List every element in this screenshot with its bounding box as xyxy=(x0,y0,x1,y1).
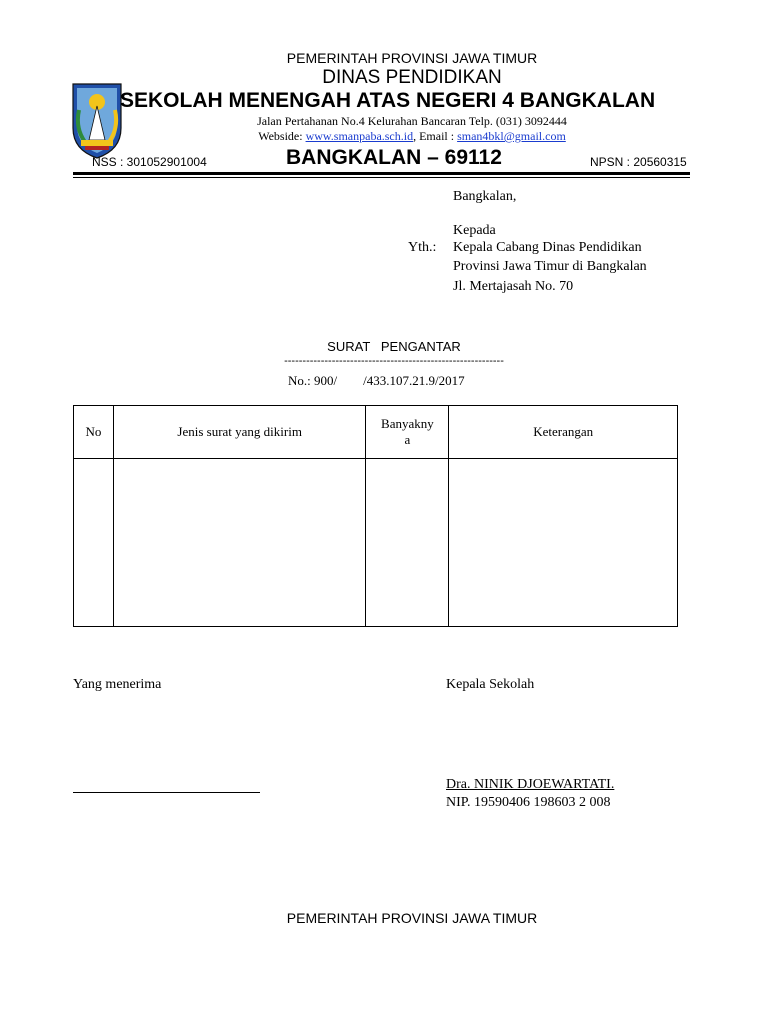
website-label: Webside: xyxy=(258,129,306,143)
email-label: , Email : xyxy=(413,129,458,143)
school-address: Jalan Pertahanan No.4 Kelurahan Bancaran Telp. (031) 3092444 xyxy=(257,114,567,128)
nss-number: NSS : 301052901004 xyxy=(92,155,207,169)
website-link[interactable]: www.smanpaba.sch.id xyxy=(305,129,414,143)
letter-place: Bangkalan, xyxy=(453,189,517,204)
cell-notes xyxy=(449,459,678,627)
recipient-yth: Yth.: xyxy=(408,240,437,255)
letter-number: No.: 900/ /433.107.21.9/2017 xyxy=(288,373,465,388)
document-table xyxy=(73,405,678,627)
principal-nip: NIP. 19590406 198603 2 008 xyxy=(446,795,611,810)
recipient-line-2: Provinsi Jawa Timur di Bangkalan xyxy=(453,259,647,274)
email-link[interactable]: sman4bkl@gmail.com xyxy=(457,129,566,143)
header-rule-thin xyxy=(73,177,690,178)
principal-label: Kepala Sekolah xyxy=(446,677,535,692)
principal-name: Dra. NINIK DJOEWARTATI. xyxy=(446,777,615,792)
col-header-type: Jenis surat yang dikirim xyxy=(113,406,365,459)
recipient-line-3: Jl. Mertajasah No. 70 xyxy=(453,279,574,294)
government-heading: PEMERINTAH PROVINSI JAWA TIMUR xyxy=(286,50,538,66)
cell-no xyxy=(74,459,114,627)
table-row xyxy=(74,459,678,627)
next-page-government-heading: PEMERINTAH PROVINSI JAWA TIMUR xyxy=(286,910,538,926)
city-postal: BANGKALAN – 69112 xyxy=(286,146,502,169)
department-heading: DINAS PENDIDIKAN xyxy=(322,67,502,88)
cell-type xyxy=(113,459,365,627)
contact-line xyxy=(0,129,768,144)
receiver-signature-line xyxy=(73,792,260,793)
cell-quantity xyxy=(366,459,449,627)
header-rule-thick xyxy=(73,172,690,175)
letter-title: SURAT PENGANTAR xyxy=(327,339,461,354)
col-header-no: No xyxy=(74,406,114,459)
npsn-number: NPSN : 20560315 xyxy=(590,155,687,169)
recipient-line-1: Kepala Cabang Dinas Pendidikan xyxy=(453,240,642,255)
col-header-quantity xyxy=(366,406,449,459)
school-name: SEKOLAH MENENGAH ATAS NEGERI 4 BANGKALAN xyxy=(120,89,656,112)
recipient-to: Kepada xyxy=(453,223,496,238)
col-header-notes: Keterangan xyxy=(449,406,678,459)
receiver-label: Yang menerima xyxy=(73,677,162,692)
table-header-row xyxy=(74,406,678,459)
col-header-quantity-text: Banyakny a xyxy=(381,416,434,447)
title-divider: ------------------------------------------------------------ xyxy=(284,355,504,367)
